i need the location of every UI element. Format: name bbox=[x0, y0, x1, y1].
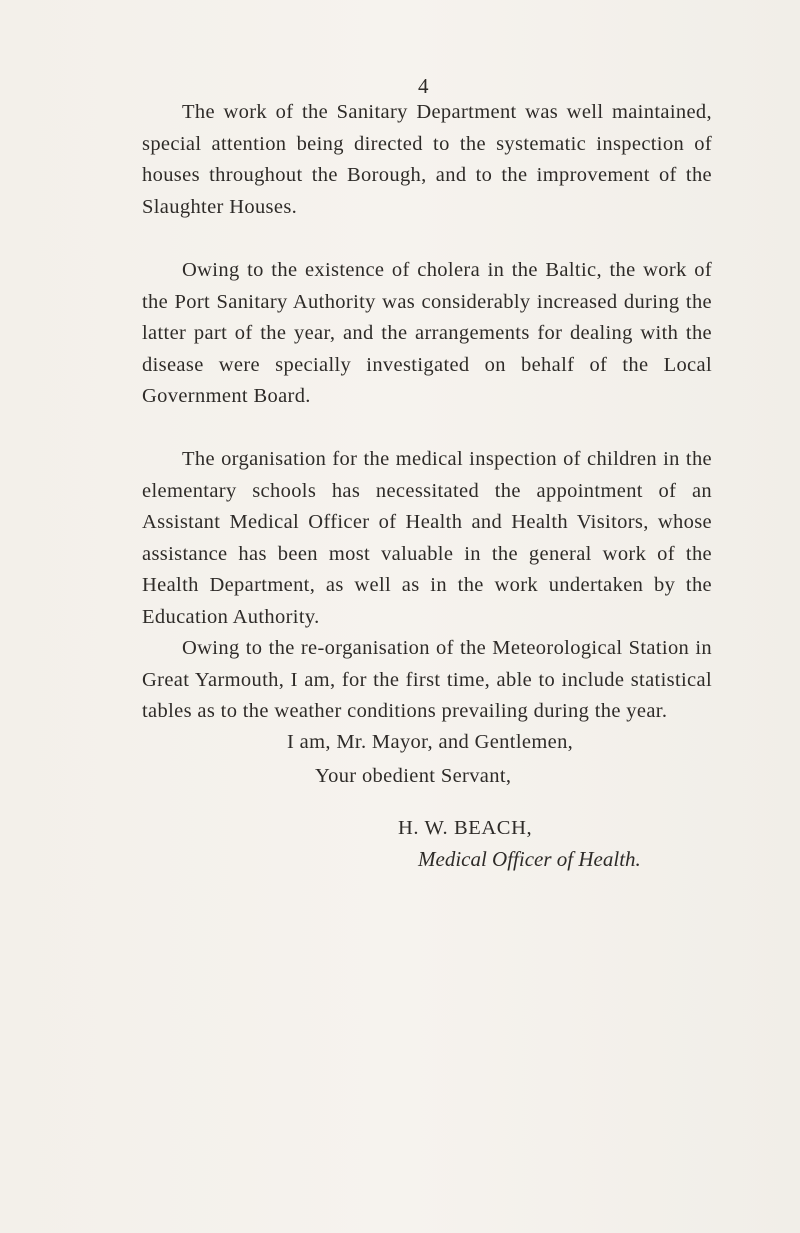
signature-title: Medical Officer of Health. bbox=[418, 847, 641, 871]
paragraph-text: The organisation for the medical inspection of children in the elementary schools has necessitated the appointment of an Assistant Medical Officer of Health and Health Visitors, whose assistance has been most valuable in the general work of the Health Department, as well as in the work undertaken by the Education Authority. bbox=[142, 448, 712, 628]
paragraph-medical-inspection bbox=[142, 444, 712, 634]
page-number: 4 bbox=[418, 74, 429, 98]
paragraph-text: Owing to the existence of cholera in the Baltic, the work of the Port Sanitary Authority was considerably increased during the latter part of the year, and the arrangements for dealing with the disease were specially investigated on behalf of the Local Government Board. bbox=[142, 259, 712, 408]
complimentary-close: Your obedient Servant, bbox=[315, 765, 512, 787]
paragraph-text: The work of the Sanitary Department was well maintained, special attention being directed to the systematic inspection of houses throughout the Borough, and to the improvement of the Slaughter Houses. bbox=[142, 101, 712, 218]
paragraph-text: Owing to the re-organisation of the Meteorological Station in Great Yarmouth, I am, for the first time, able to include statistical tables as to the weather conditions prevailing during the year. bbox=[142, 637, 712, 723]
paragraph-sanitary-department bbox=[142, 97, 712, 223]
paragraph-meteorological-station bbox=[142, 633, 712, 728]
signature-name: H. W. BEACH, bbox=[398, 817, 533, 839]
paragraph-port-sanitary-authority bbox=[142, 255, 712, 413]
closing-salutation: I am, Mr. Mayor, and Gentlemen, bbox=[287, 731, 574, 753]
